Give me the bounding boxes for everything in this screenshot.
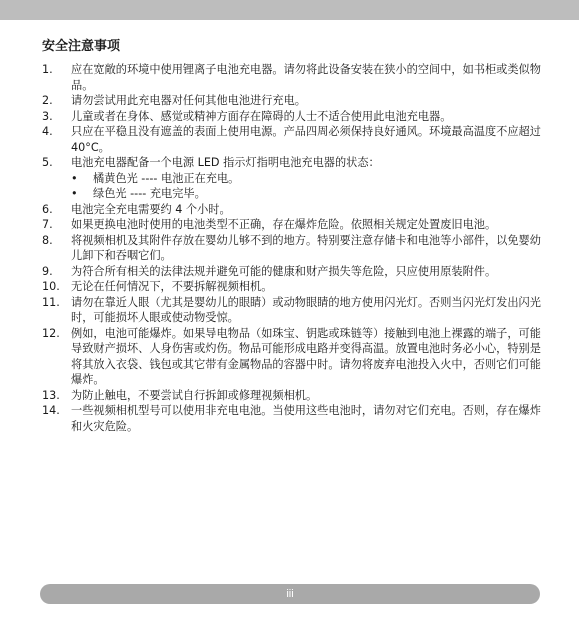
- page-number: iii: [286, 588, 294, 600]
- list-item: [42, 93, 542, 109]
- item-text: 例如，电池可能爆炸。如果导电物品（如珠宝、钥匙或珠链等）接触到电池上裸露的端子，可能导致财产损坏、人身伤害或灼伤。物品可能形成电路并变得高温。放置电池时务必小心，特别是将其放入衣袋、钱包或其它带有金属物品的容器中时。请勿将废弃电池投入火中，否则它们可能爆炸。: [71, 326, 541, 386]
- item-number: 13.: [42, 388, 60, 402]
- item-number: 6.: [42, 202, 53, 216]
- footer-bar: [40, 584, 540, 604]
- item-number: 7.: [42, 218, 53, 231]
- top-header-band: [0, 0, 579, 20]
- item-text: 请勿尝试用此充电器对任何其他电池进行充电。: [71, 94, 306, 107]
- list-item: [42, 295, 542, 326]
- item-text: 一些视频相机型号可以使用非充电电池。当使用这些电池时，请勿对它们充电。否则，存在爆炸和火灾危险。: [71, 404, 541, 433]
- section-title: 安全注意事项: [42, 39, 121, 54]
- list-item: [42, 202, 542, 218]
- list-item: [42, 124, 542, 155]
- list-item: [42, 217, 542, 233]
- bullet-mark: •: [71, 171, 78, 185]
- list-item: [42, 109, 542, 125]
- item-number: 1.: [42, 63, 53, 76]
- bullet-mark: •: [71, 187, 78, 200]
- item-text: 如果更换电池时使用的电池类型不正确，存在爆炸危险。依照相关规定处置废旧电池。: [71, 218, 497, 231]
- list-item: [42, 326, 542, 388]
- item-text: 将视频相机及其附件存放在婴幼儿够不到的地方。特别要注意存储卡和电池等小部件，以免婴幼儿卸下和吞咽它们。: [71, 233, 541, 262]
- item-number: 8.: [42, 233, 53, 247]
- item-text: 儿童或者在身体、感觉或精神方面存在障碍的人士不适合使用此电池充电器。: [71, 109, 452, 123]
- list-item: [42, 155, 542, 171]
- item-text: 无论在任何情况下，不要拆解视频相机。: [71, 280, 273, 293]
- item-text: 只应在平稳且没有遮盖的表面上使用电源。产品四周必须保持良好通风。环境最高温度不应超过 40°C。: [71, 125, 541, 154]
- bullet-item: [42, 186, 542, 202]
- list-item: [42, 403, 542, 434]
- item-text: 电池完全充电需要约 4 个小时。: [71, 202, 231, 216]
- item-text: 请勿在靠近人眼（尤其是婴幼儿的眼睛）或动物眼睛的地方使用闪光灯。否则当闪光灯发出闪光时，可能损坏人眼或使动物受惊。: [71, 295, 541, 324]
- bullet-text: 绿色光 ---- 充电完毕。: [93, 187, 206, 200]
- list-item: [42, 264, 542, 280]
- item-number: 9.: [42, 264, 53, 278]
- list-item: [42, 388, 542, 404]
- item-number: 2.: [42, 94, 53, 107]
- list-item: [42, 279, 542, 295]
- item-text: 应在宽敞的环境中使用锂离子电池充电器。请勿将此设备安装在狭小的空间中，如书柜或类似物品。: [71, 63, 541, 92]
- item-number: 4.: [42, 125, 53, 138]
- bullet-item: [42, 171, 542, 187]
- item-number: 10.: [42, 280, 60, 293]
- item-number: 5.: [42, 156, 53, 169]
- list-item: [42, 233, 542, 264]
- item-number: 11.: [42, 295, 60, 309]
- safety-section: [42, 38, 542, 434]
- item-number: 14.: [42, 404, 60, 417]
- item-number: 12.: [42, 326, 60, 340]
- bullet-text: 橘黄色光 ---- 电池正在充电。: [93, 171, 240, 185]
- item-number: 3.: [42, 109, 53, 123]
- item-text: 电池充电器配备一个电源 LED 指示灯指明电池充电器的状态：: [71, 156, 380, 169]
- item-text: 为符合所有相关的法律法规并避免可能的健康和财产损失等危险，只应使用原装附件。: [71, 264, 497, 278]
- list-item: [42, 62, 542, 93]
- item-text: 为防止触电，不要尝试自行拆卸或修理视频相机。: [71, 388, 318, 402]
